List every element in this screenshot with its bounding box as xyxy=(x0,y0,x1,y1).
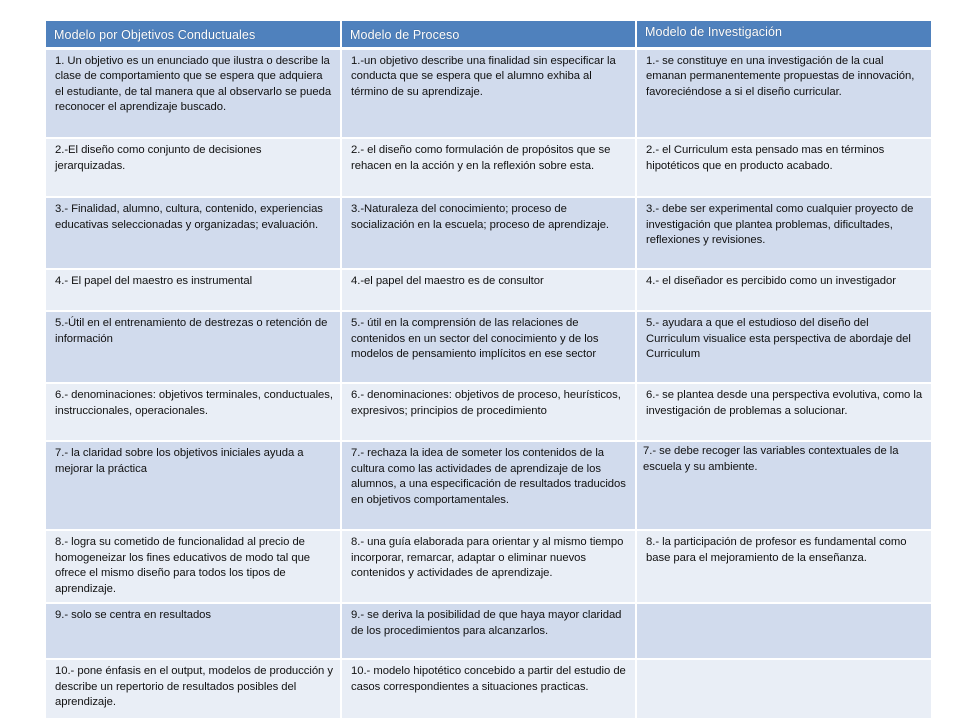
table-cell: 5.- útil en la comprensión de las relaciones de contenidos en un sector del conocimiento y de los modelos de pensamiento implícitos en ese sector xyxy=(341,311,636,383)
header-modelo-proceso: Modelo de Proceso xyxy=(341,21,636,48)
table-cell: 9.- solo se centra en resultados xyxy=(46,603,341,659)
table-row xyxy=(46,659,931,719)
table-cell: 4.-el papel del maestro es de consultor xyxy=(341,269,636,311)
table-cell: 3.- debe ser experimental como cualquier proyecto de investigación que plantea problemas, dificultades, reflexiones y revisiones. xyxy=(636,197,931,269)
table-cell: 2.- el Curriculum esta pensado mas en términos hipotéticos que en producto acabado. xyxy=(636,138,931,197)
table-cell: 8.- la participación de profesor es fundamental como base para el mejoramiento de la enseñanza. xyxy=(636,530,931,603)
header-objetivos-conductuales: Modelo por Objetivos Conductuales xyxy=(46,21,341,48)
table-cell: 9.- se deriva la posibilidad de que haya mayor claridad de los procedimientos para alcanzarlos. xyxy=(341,603,636,659)
table-cell: 5.-Útil en el entrenamiento de destrezas o retención de información xyxy=(46,311,341,383)
header-modelo-investigacion: Modelo de Investigación xyxy=(636,21,931,48)
table-cell: 3.-Naturaleza del conocimiento; proceso de socialización en la escuela; proceso de aprendizaje. xyxy=(341,197,636,269)
table-cell: 5.- ayudara a que el estudioso del diseño del Curriculum visualice esta perspectiva de abordaje del Curriculum xyxy=(636,311,931,383)
table-cell-empty xyxy=(636,659,931,719)
table-cell: 8.- logra su cometido de funcionalidad al precio de homogeneizar los fines educativos de modo tal que ofrece el mismo diseño para todos los tipos de aprendizaje. xyxy=(46,530,341,603)
table-row xyxy=(46,441,931,530)
table-cell: 2.- el diseño como formulación de propósitos que se rehacen en la acción y en la reflexión sobre esta. xyxy=(341,138,636,197)
table-cell-empty xyxy=(636,603,931,659)
header-row xyxy=(46,21,931,48)
table-row xyxy=(46,383,931,441)
table-cell: 7.- rechaza la idea de someter los contenidos de la cultura como las actividades de aprendizaje de los alumnos, a una especificación de resultados traducidos en objetivos comportamentales. xyxy=(341,441,636,530)
table-row xyxy=(46,530,931,603)
table-row xyxy=(46,138,931,197)
table-cell: 4.- el diseñador es percibido como un investigador xyxy=(636,269,931,311)
table-cell: 7.- la claridad sobre los objetivos iniciales ayuda a mejorar la práctica xyxy=(46,441,341,530)
table-cell: 6.- denominaciones: objetivos terminales, conductuales, instruccionales, operacionales. xyxy=(46,383,341,441)
table-cell: 1. Un objetivo es un enunciado que ilustra o describe la clase de comportamiento que se espera que adquiera el estudiante, de tal manera que al observarlo se pueda reconocer el aprendizaje buscado. xyxy=(46,48,341,138)
table-row xyxy=(46,197,931,269)
table-cell: 10.- modelo hipotético concebido a partir del estudio de casos correspondientes a situaciones practicas. xyxy=(341,659,636,719)
table-row xyxy=(46,603,931,659)
table-cell: 1.- se constituye en una investigación de la cual emanan permanentemente propuestas de innovación, favoreciéndose a si el diseño curricular. xyxy=(636,48,931,138)
table-cell: 6.- se plantea desde una perspectiva evolutiva, como la investigación de problemas a solucionar. xyxy=(636,383,931,441)
table-row xyxy=(46,269,931,311)
table-cell: 6.- denominaciones: objetivos de proceso, heurísticos, expresivos; principios de procedimiento xyxy=(341,383,636,441)
table-cell: 3.- Finalidad, alumno, cultura, contenido, experiencias educativas seleccionadas y organizadas; evaluación. xyxy=(46,197,341,269)
table-cell: 8.- una guía elaborada para orientar y al mismo tiempo incorporar, remarcar, adaptar o eliminar nuevos contenidos y actividades de aprendizaje. xyxy=(341,530,636,603)
table-cell: 4.- El papel del maestro es instrumental xyxy=(46,269,341,311)
table-cell: 10.- pone énfasis en el output, modelos de producción y describe un repertorio de resultados posibles del aprendizaje. xyxy=(46,659,341,719)
comparison-table xyxy=(46,21,931,720)
table-row xyxy=(46,48,931,138)
table-cell: 2.-El diseño como conjunto de decisiones jerarquizadas. xyxy=(46,138,341,197)
comparison-table-wrapper xyxy=(46,21,931,720)
table-row xyxy=(46,311,931,383)
table-cell: 1.-un objetivo describe una finalidad sin especificar la conducta que se espera que el alumno exhiba al término de su aprendizaje. xyxy=(341,48,636,138)
table-cell: 7.- se debe recoger las variables contextuales de la escuela y su ambiente. xyxy=(636,441,931,530)
